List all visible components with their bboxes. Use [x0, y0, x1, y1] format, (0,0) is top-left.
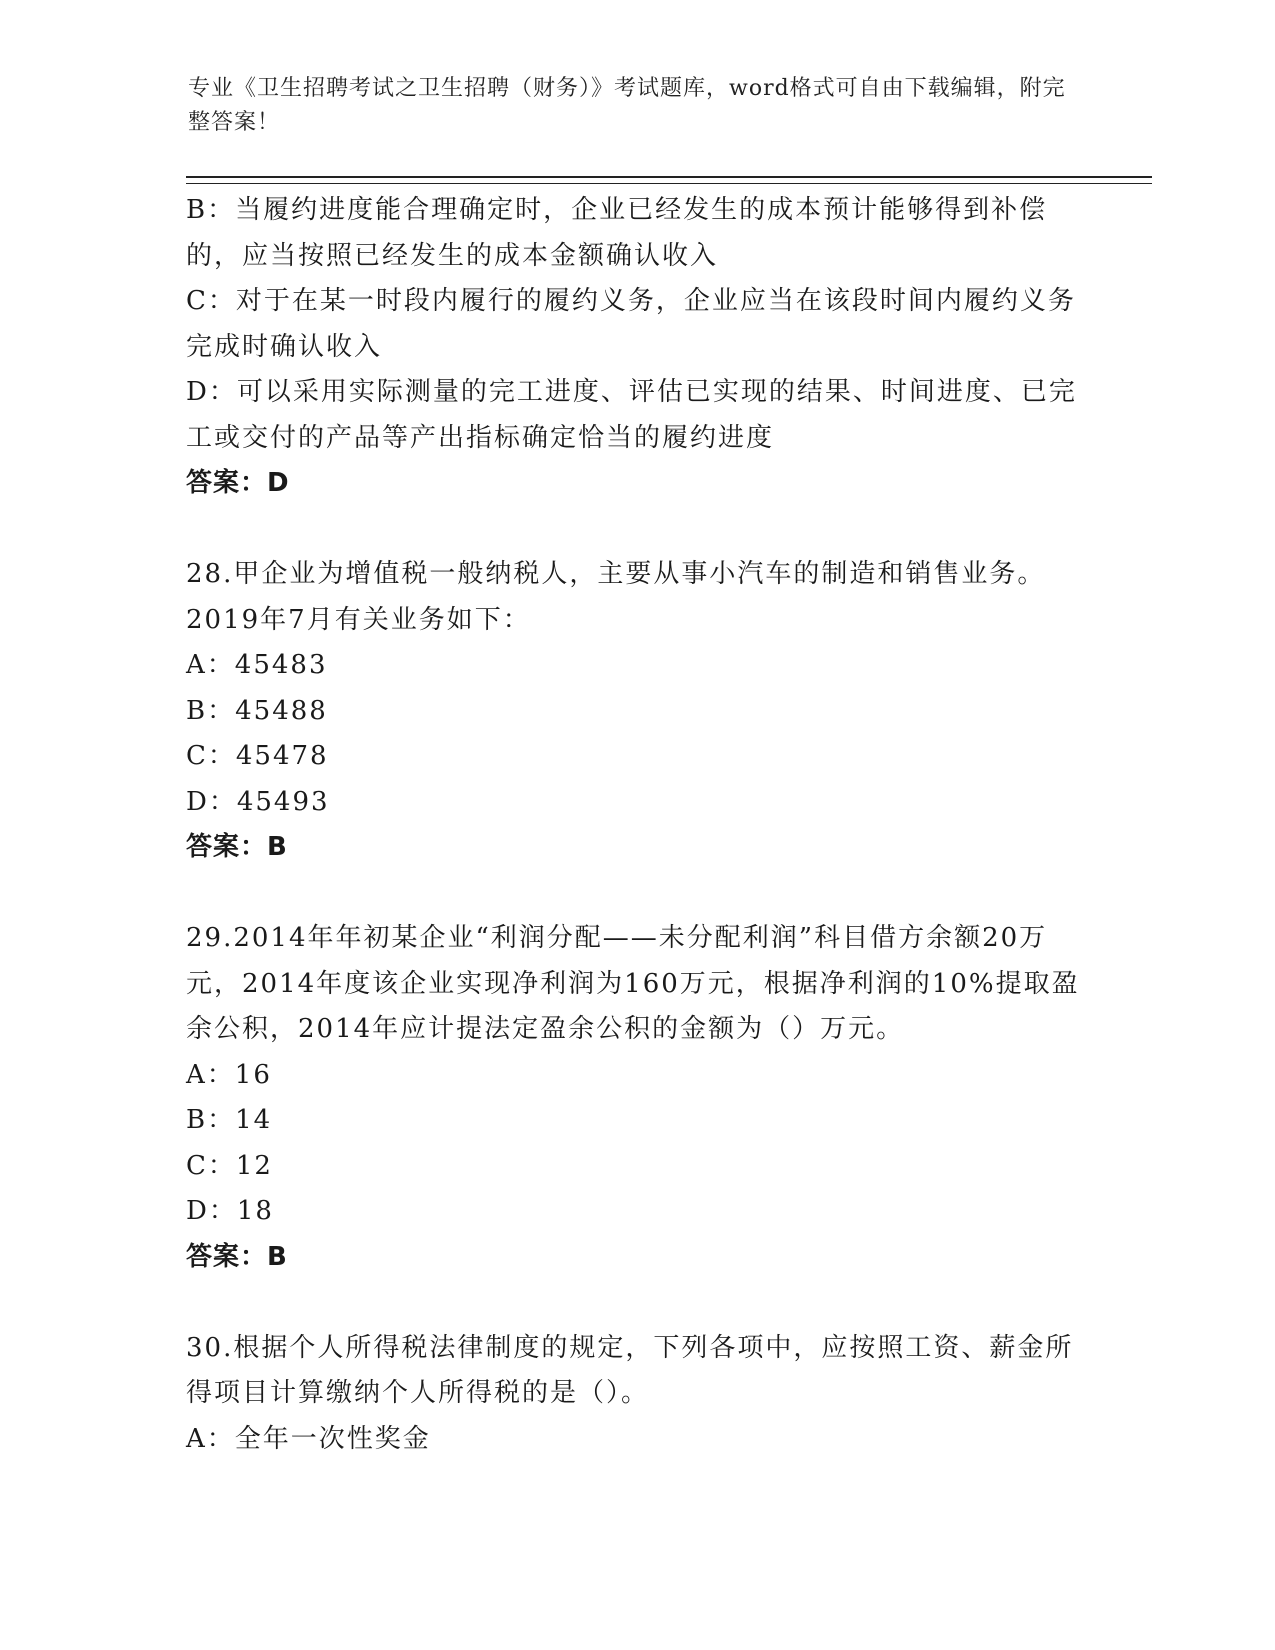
option-d: D：45493	[186, 786, 330, 817]
document-body	[186, 188, 1086, 1462]
header-text: 专业《卫生招聘考试之卫生招聘（财务）》考试题库，word格式可自由下载编辑，附完整答案！	[188, 76, 1066, 135]
answer-label: 答案：B	[186, 1241, 288, 1272]
option-b: B：45488	[186, 695, 328, 726]
question-27-continuation	[186, 188, 1086, 507]
question-30	[186, 1326, 1086, 1463]
option-b: B：14	[186, 1105, 273, 1135]
question-stem: 30.根据个人所得税法律制度的规定，下列各项中，应按照工资、薪金所得项目计算缴纳个人所得税的是（）。	[186, 1332, 1074, 1408]
option-c: C：对于在某一时段内履行的履约义务，企业应当在该段时间内履约义务完成时确认收入	[186, 286, 1076, 362]
answer-label: 答案：B	[186, 832, 288, 862]
question-28	[186, 552, 1086, 871]
option-a: A：16	[186, 1059, 272, 1090]
option-a: A：全年一次性奖金	[186, 1423, 431, 1454]
option-b: B：当履约进度能合理确定时，企业已经发生的成本预计能够得到补偿的，应当按照已经发生的成本金额确认收入	[186, 195, 1048, 271]
header-rule-thick	[186, 176, 1152, 178]
answer-label: 答案：D	[186, 468, 290, 498]
option-d: D：可以采用实际测量的完工进度、评估已实现的结果、时间进度、已完工或交付的产品等产出指标确定恰当的履约进度	[186, 377, 1077, 453]
option-c: C：12	[186, 1150, 273, 1181]
option-a: A：45483	[186, 650, 328, 680]
option-c: C：45478	[186, 741, 329, 771]
header-rule-thin	[186, 183, 1152, 184]
question-stem: 29.2014年年初某企业“利润分配——未分配利润”科目借方余额20万元，2014年度该企业实现净利润为160万元，根据净利润的10%提取盈余公积，2014年应计提法定盈余公积的金额为（）万元。	[186, 923, 1080, 1044]
option-d: D：18	[186, 1196, 274, 1226]
question-29	[186, 916, 1086, 1280]
page-header	[188, 72, 1068, 140]
question-stem: 28.甲企业为增值税一般纳税人，主要从事小汽车的制造和销售业务。2019年7月有关业务如下：	[186, 559, 1046, 635]
